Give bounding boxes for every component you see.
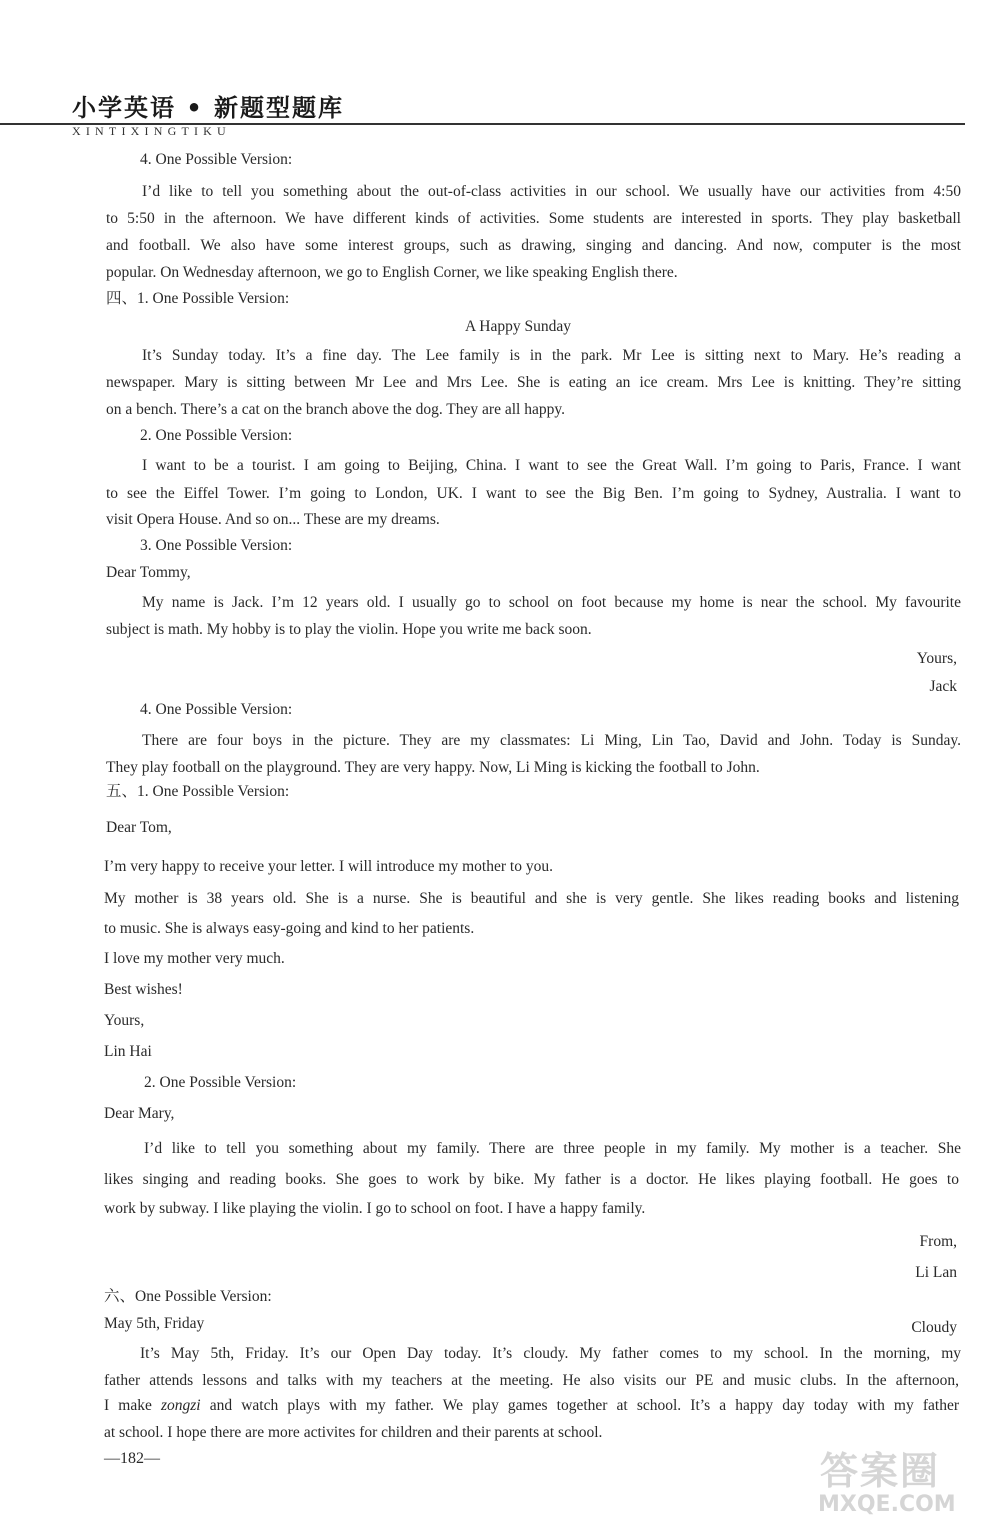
text-line: father attends lessons and talks with my teachers at the meeting. He also visits our PE and music clubs. In the afternoon, <box>104 1372 959 1389</box>
letter-signature: Li Lan <box>915 1264 957 1281</box>
text-line: Best wishes! <box>104 981 183 998</box>
letter-signature: Jack <box>929 678 957 695</box>
book-pinyin: XINTIXINGTIKU <box>72 124 231 138</box>
text-line: They play football on the playground. They are very happy. Now, Li Ming is kicking the football to John. <box>106 759 760 776</box>
section-label: 4. One Possible Version: <box>140 701 293 718</box>
letter-closing: Yours, <box>104 1012 145 1029</box>
letter-greeting: Dear Tommy, <box>106 564 191 581</box>
text-line: I love my mother very much. <box>104 950 285 967</box>
diary-weather: Cloudy <box>911 1319 957 1336</box>
text-line: at school. I hope there are more activites for children and their parents at school. <box>104 1424 603 1441</box>
text-line: on a bench. There’s a cat on the branch above the dog. They are all happy. <box>106 401 565 418</box>
section-label: 六、One Possible Version: <box>104 1288 272 1305</box>
section-label: 3. One Possible Version: <box>140 537 293 554</box>
watermark-text: 答案圈 <box>820 1449 941 1493</box>
text-line: I’d like to tell you something about my family. There are three people in my family. My mother is a teacher. She <box>144 1140 961 1157</box>
text-line: to music. She is always easy-going and kind to her patients. <box>104 920 475 937</box>
page-header <box>0 0 1000 140</box>
text-line: I’m very happy to receive your letter. I will introduce my mother to you. <box>104 858 553 875</box>
letter-closing: Yours, <box>916 650 957 667</box>
text-line: It’s Sunday today. It’s a fine day. The Lee family is in the park. Mr Lee is sitting next to Mary. He’s reading a <box>142 347 961 364</box>
text-line: visit Opera House. And so on... These are my dreams. <box>106 511 440 528</box>
text-line: to see the Eiffel Tower. I’m going to London, UK. I want to see the Big Ben. I’m going to Sydney, Australia. I want to <box>106 485 961 502</box>
diary-date: May 5th, Friday <box>104 1315 205 1332</box>
text-line: and football. We also have some interest groups, such as drawing, singing and dancing. And now, computer is the most <box>106 237 961 254</box>
section-label: 2. One Possible Version: <box>144 1074 297 1091</box>
text-line: My mother is 38 years old. She is a nurse. She is beautiful and she is very gentle. She likes reading books and listening <box>104 890 959 907</box>
letter-greeting: Dear Tom, <box>106 819 172 836</box>
text-line: I want to be a tourist. I am going to Beijing, China. I want to see the Great Wall. I’m going to Paris, France. I want <box>142 457 961 474</box>
text-line: My name is Jack. I’m 12 years old. I usually go to school on foot because my home is near the school. My favourite <box>142 594 961 611</box>
text-line: There are four boys in the picture. They are my classmates: Li Ming, Lin Tao, David and John. Today is Sunday. <box>142 732 961 749</box>
text-line: subject is math. My hobby is to play the violin. Hope you write me back soon. <box>106 621 592 638</box>
section-label: 五、1. One Possible Version: <box>106 783 290 800</box>
section-label: 2. One Possible Version: <box>140 427 293 444</box>
essay-title: A Happy Sunday <box>465 318 571 335</box>
text-line: popular. On Wednesday afternoon, we go to English Corner, we like speaking English there. <box>106 264 678 281</box>
text-line: It’s May 5th, Friday. It’s our Open Day today. It’s cloudy. My father comes to my school. In the morning, my <box>140 1345 961 1362</box>
page-number: —182— <box>104 1450 160 1467</box>
letter-signature: Lin Hai <box>104 1043 152 1060</box>
text-fragment: I make <box>104 1397 161 1414</box>
book-title: 小学英语 • 新题型题库 <box>72 94 345 122</box>
watermark-url: MXQE.COM <box>818 1492 956 1517</box>
italic-word: zongzi <box>160 1397 201 1414</box>
text-line: to 5:50 in the afternoon. We have different kinds of activities. Some students are interested in sports. They play basketball <box>106 210 961 227</box>
section-label: 4. One Possible Version: <box>140 151 293 168</box>
letter-closing: From, <box>919 1233 957 1250</box>
letter-greeting: Dear Mary, <box>104 1105 175 1122</box>
text-line: newspaper. Mary is sitting between Mr Lee and Mrs Lee. She is eating an ice cream. Mrs Lee is knitting. They’re sitting <box>106 374 961 391</box>
text-line: work by subway. I like playing the violin. I go to school on foot. I have a happy family. <box>104 1200 646 1217</box>
text-line: I’d like to tell you something about the out-of-class activities in our school. We usually have our activities from 4:50 <box>142 183 961 200</box>
text-line: likes singing and reading books. She goes to work by bike. My father is a doctor. He likes playing football. He goes to <box>104 1171 959 1188</box>
text-fragment: and watch plays with my father. We play games together at school. It’s a happy day today with my father <box>200 1397 959 1414</box>
watermark <box>800 1440 990 1525</box>
section-label: 四、1. One Possible Version: <box>106 290 290 307</box>
text-line <box>104 1396 959 1416</box>
